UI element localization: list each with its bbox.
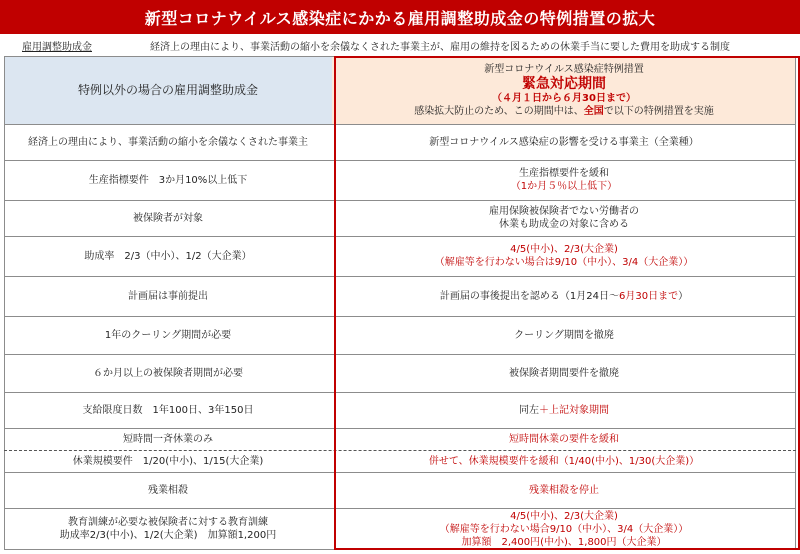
row-special-line: （解雇等を行わない場合は9/10（中小）、3/4（大企業）） <box>434 257 694 268</box>
row-standard: 計画届は事前提出 <box>4 276 332 316</box>
row-special: 被保険者期間要件を撤廃 <box>332 354 796 392</box>
table-row <box>4 316 796 354</box>
row-divider <box>4 200 796 201</box>
row-special-line: 4/5(中小)、2/3(大企業) <box>510 244 618 255</box>
text-part: 計画届の事後提出を認める（1月24日～ <box>439 290 619 302</box>
row-divider <box>4 428 796 429</box>
table-row <box>4 236 796 276</box>
row-special: クーリング期間を撤廃 <box>332 316 796 354</box>
text-emphasis: ＋上記対象期間 <box>539 404 609 416</box>
table-row <box>4 276 796 316</box>
row-special-line <box>519 404 609 417</box>
dashed-divider <box>4 450 796 451</box>
row-special-line: 休業も助成金の対象に含める <box>499 219 629 230</box>
table-border <box>4 56 5 550</box>
row-standard: 助成率 2/3（中小）、1/2（大企業） <box>4 236 332 276</box>
header-nationwide-note <box>414 105 714 118</box>
row-divider <box>4 392 796 393</box>
row-standard-line: 助成率2/3(中小)、1/2(大企業) 加算額1,200円 <box>59 530 277 541</box>
table-row <box>4 472 796 508</box>
note-part: で以下の特例措置を実施 <box>603 105 714 117</box>
row-standard-line: 短時間一斉休業のみ <box>123 433 213 445</box>
row-special-line: 生産指標要件を緩和 <box>519 168 609 179</box>
table-border <box>4 549 796 550</box>
table-row <box>4 392 796 428</box>
row-special <box>332 200 796 236</box>
row-standard: 支給限度日数 1年100日、3年150日 <box>4 392 332 428</box>
row-standard: ６か月以上の被保険者期間が必要 <box>4 354 332 392</box>
row-special-line <box>440 290 688 303</box>
text-part: ） <box>678 290 689 302</box>
table-header-row <box>4 56 796 124</box>
table-row <box>4 124 796 160</box>
header-special-name: 新型コロナウイルス感染症特例措置 <box>484 63 644 75</box>
table-row <box>4 354 796 392</box>
header-standard: 特例以外の場合の雇用調整助成金 <box>4 56 332 124</box>
row-divider <box>4 354 796 355</box>
row-standard <box>4 508 332 550</box>
row-divider <box>4 160 796 161</box>
row-divider <box>4 508 796 509</box>
row-standard: 経済上の理由により、事業活動の縮小を余儀なくされた事業主 <box>4 124 332 160</box>
row-standard: 生産指標要件 3か月10%以上低下 <box>4 160 332 200</box>
row-divider <box>4 236 796 237</box>
table-border <box>4 56 796 57</box>
row-special-line: 雇用保険被保険者でない労働者の <box>489 206 639 217</box>
row-special-line: 併せて、休業規模要件を緩和（1/40(中小)、1/30(大企業)） <box>428 455 700 467</box>
row-divider <box>4 276 796 277</box>
row-divider <box>4 124 796 125</box>
note-emphasis: 全国 <box>583 105 604 117</box>
page-title: 新型コロナウイルス感染症にかかる雇用調整助成金の特例措置の拡大 <box>0 0 800 34</box>
subtitle-description: 経済上の理由により、事業活動の縮小を余儀なくされた事業主が、雇用の維持を図るための休業手当に要した費用を助成する制度 <box>150 41 730 53</box>
row-divider <box>4 316 796 317</box>
header-special <box>332 56 796 124</box>
row-special <box>332 508 796 550</box>
text-part: 同左 <box>519 404 539 416</box>
text-emphasis: 6月30日まで <box>619 290 679 302</box>
note-part: 感染拡大防止のため、この期間中は、 <box>414 105 584 117</box>
table-border <box>795 56 796 550</box>
row-special <box>332 276 796 316</box>
row-special: 新型コロナウイルス感染症の影響を受ける事業主（全業種） <box>332 124 796 160</box>
table-row <box>4 508 796 550</box>
row-special-line: 4/5(中小)、2/3(大企業) <box>510 510 618 522</box>
row-standard-line: 教育訓練が必要な被保険者に対する教育訓練 <box>68 517 268 528</box>
table-row <box>4 160 796 200</box>
row-special-line: （1か月５％以上低下） <box>510 181 618 192</box>
row-divider <box>4 472 796 473</box>
row-standard: 残業相殺 <box>4 472 332 508</box>
row-special <box>332 392 796 428</box>
row-standard-line: 休業規模要件 1/20(中小)、1/15(大企業) <box>72 455 264 467</box>
row-special-line: 加算額 2,400円(中小)、1,800円（大企業） <box>461 536 667 548</box>
row-special-line: （解雇等を行わない場合9/10（中小）、3/4（大企業）） <box>439 523 689 535</box>
row-special <box>332 160 796 200</box>
row-standard: 被保険者が対象 <box>4 200 332 236</box>
row-special-line: 短時間休業の要件を緩和 <box>509 433 619 445</box>
row-special <box>332 236 796 276</box>
header-emergency-period: 緊急対応期間 <box>522 75 606 92</box>
subtitle-label: 雇用調整助成金 <box>22 41 92 53</box>
row-standard: 1年のクーリング期間が必要 <box>4 316 332 354</box>
header-period-dates: （４月１日から６月30日まで） <box>492 92 636 104</box>
table-row <box>4 200 796 236</box>
row-special: 残業相殺を停止 <box>332 472 796 508</box>
subtitle <box>0 36 800 54</box>
